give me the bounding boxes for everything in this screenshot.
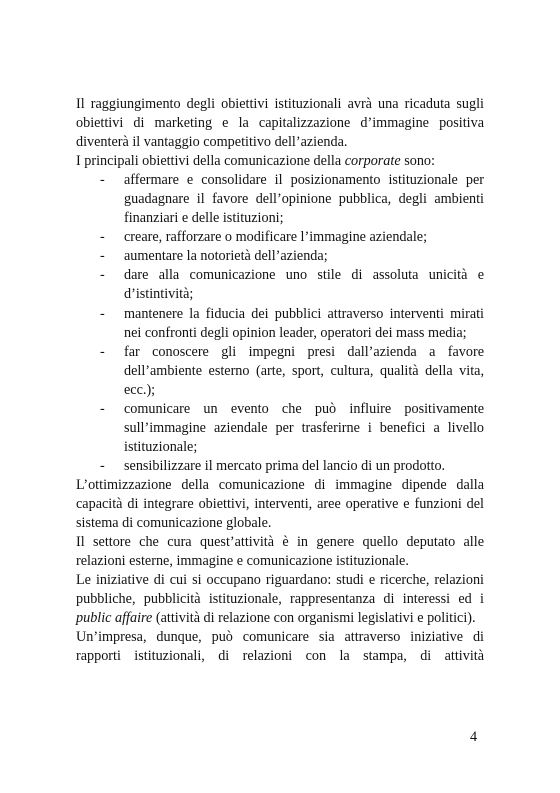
objectives-lead-italic: corporate (344, 153, 401, 170)
list-item (76, 266, 484, 304)
list-item (76, 400, 484, 457)
list-dash: - (100, 248, 105, 265)
list-dash: - (100, 229, 105, 246)
list-item-text: mantenere la fiducia dei pubblici attraverso interventi mirati nei confronti degli opinion leader, operatori dei mass media; (124, 305, 484, 341)
list-item-text: far conoscere gli impegni presi dall’azienda a favore dell’ambiente esterno (arte, sport, cultura, qualità della vita, ecc.); (124, 343, 484, 398)
objectives-list (76, 171, 484, 476)
list-dash: - (100, 305, 105, 322)
list-item-text: aumentare la notorietà dell’azienda; (124, 248, 328, 265)
list-item-text: dare alla comunicazione uno stile di assoluta unicità e d’istintività; (124, 267, 484, 303)
paragraph-initiatives (76, 571, 484, 628)
list-dash: - (100, 172, 105, 189)
list-item (76, 305, 484, 343)
list-item (76, 247, 484, 266)
list-item-text: comunicare un evento che può influire positivamente sull’immagine aziendale per trasferirne i benefici a livello istituzionale; (124, 400, 484, 455)
paragraph-enterprise: Un’impresa, dunque, può comunicare sia attraverso iniziative di rapporti istituzionali, di relazioni con la stampa, di attività (76, 629, 484, 665)
document-body (76, 95, 484, 666)
paragraph-optimization: L’ottimizzazione della comunicazione di immagine dipende dalla capacità di integrare obiettivi, interventi, aree operative e funzioni del sistema di comunicazione globale. (76, 476, 484, 532)
page-number: 4 (470, 729, 478, 745)
paragraph-objectives-lead (76, 152, 484, 171)
objectives-lead-text: I principali obiettivi della comunicazione della (76, 153, 345, 170)
paragraph-intro: Il raggiungimento degli obiettivi istituzionali avrà una ricaduta sugli obiettivi di marketing e la capitalizzazione d’immagine positiva diventerà il vantaggio competitivo dell’azienda. (76, 96, 484, 151)
list-dash: - (100, 343, 105, 360)
paragraph-sector: Il settore che cura quest’attività è in genere quello deputato alle relazioni esterne, immagine e comunicazione istituzionale. (76, 534, 484, 570)
list-item (76, 457, 484, 476)
list-dash: - (100, 267, 105, 284)
list-item-text: sensibilizzare il mercato prima del lancio di un prodotto. (124, 457, 446, 474)
list-dash: - (100, 457, 105, 474)
objectives-lead-tail: sono: (400, 153, 435, 170)
list-item-text: affermare e consolidare il posizionamento istituzionale per guadagnare il favore dell’opinione pubblica, degli ambienti finanziari e delle istituzioni; (124, 172, 484, 227)
list-item (76, 171, 484, 228)
initiatives-italic: public affaire (76, 610, 153, 627)
initiatives-tail: (attività di relazione con organismi legislativi e politici). (152, 610, 476, 627)
list-item (76, 228, 484, 247)
list-dash: - (100, 400, 105, 417)
initiatives-text: Le iniziative di cui si occupano riguardano: studi e ricerche, relazioni pubbliche, pubblicità istituzionale, rappresentanza di interessi ed i (76, 572, 484, 608)
list-item (76, 343, 484, 400)
list-item-text: creare, rafforzare o modificare l’immagine aziendale; (124, 229, 428, 246)
